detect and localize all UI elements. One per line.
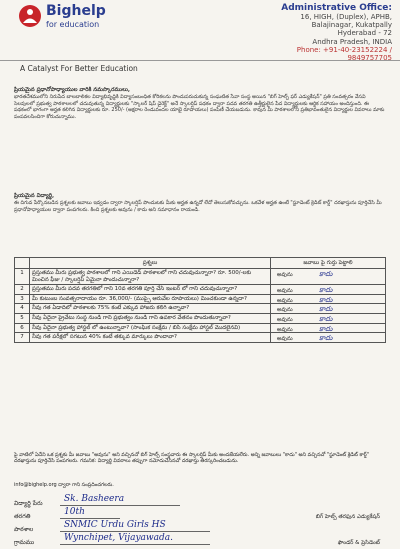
row-answer[interactable] — [271, 323, 386, 333]
table-row — [15, 269, 386, 285]
village-underline — [60, 544, 210, 545]
answer-handwritten: కాదు — [319, 270, 333, 278]
answer-yes[interactable]: అవును — [277, 316, 293, 323]
table-row — [15, 304, 386, 314]
row-number: 4 — [15, 304, 30, 314]
col-question: ప్రశ్నలు — [30, 258, 271, 269]
table-row — [15, 323, 386, 333]
table-row — [15, 333, 386, 343]
row-answer[interactable] — [271, 269, 386, 285]
table-row — [15, 313, 386, 323]
answer-yes[interactable]: అవును — [277, 297, 293, 304]
school-label: పాఠశాల — [14, 526, 34, 533]
logo-title: Bighelp — [46, 3, 106, 19]
eligibility-table — [14, 257, 386, 343]
village-label: గ్రామము — [14, 539, 35, 546]
answer-handwritten: కాదు — [319, 295, 333, 304]
answer-yes[interactable]: అవును — [277, 326, 293, 333]
survey-body: ఈ దిగువ పేర్కొనబడిన ప్రశ్నలకు జవాబు ఇవ్వడం ద్వారా స్కాలర్షిప్ పొందుటకు మీకు అర్హత ఉన్నదో లేదో తెలుసుకోవచ్చును. ఒకవేళ అర్హత ఉంటే "స్టూడెంట్ క్రెడిట్ కార్డ్" దరఖాస్తును పూర్తిచేసి మీ ప్రధానోపాధ్యాయుల ద్వారా పంపగలరు. కింది ప్రశ్నలకు అవును / కాదు అని సమాధానం రాయండి. — [14, 200, 382, 213]
row-answer[interactable] — [271, 313, 386, 323]
answer-handwritten: కాదు — [319, 305, 333, 314]
logo-subtitle: for education — [46, 20, 100, 29]
row-answer[interactable] — [271, 304, 386, 314]
row-number: 3 — [15, 294, 30, 304]
table-header-row — [15, 258, 386, 269]
row-question: నీవు ఏదైనా ప్రభుత్వ హాస్టల్ లో ఉంటున్నావా? (సాంఘిక సంక్షేమ / బిసి సంక్షేమ హాస్టల్ మొదలైనవి) — [30, 323, 271, 333]
col-number — [15, 258, 30, 269]
row-answer[interactable] — [271, 294, 386, 304]
row-question: నీవు గత పరీక్షలో సగటున 40% కంటే తక్కువ మార్కులు పొందావా? — [30, 333, 271, 343]
row-number: 1 — [15, 269, 30, 285]
tagline: A Catalyst For Better Education — [20, 64, 138, 73]
address-line: 16, HIGH, (Duplex), APHB, — [300, 13, 392, 21]
name-label: విద్యార్థి పేరు — [14, 500, 43, 507]
intro-greeting: ప్రియమైన ప్రధానోపాధ్యాయుల వారికి నమస్కారములు, — [14, 87, 130, 93]
answer-yes[interactable]: అవును — [277, 336, 293, 343]
row-question: ప్రస్తుతము మీరు పదవ తరగతిలో గాని 10వ తరగతి పూర్తి చేసి ఇంటర్ లో గాని చదువుచున్నారా? — [30, 285, 271, 295]
contact-email[interactable]: info@bighelp.org ద్వారా గాని సంప్రదించగలరు. — [14, 482, 114, 488]
row-number: 7 — [15, 333, 30, 343]
row-question: నీవు గత ఏడాదిలో పాఠశాలకు 75% కంటే ఎక్కువ హాజరు కలిగి ఉన్నావా? — [30, 304, 271, 314]
class-label: తరగతి — [14, 513, 31, 520]
name-value[interactable]: Sk. Basheera — [64, 494, 125, 504]
answer-yes[interactable]: అవును — [277, 272, 293, 278]
answer-handwritten: కాదు — [319, 286, 333, 295]
table-row — [15, 294, 386, 304]
answer-handwritten: కాదు — [319, 334, 333, 343]
school-value[interactable]: SNMIC Urdu Girls HS — [64, 520, 166, 530]
answer-yes[interactable]: అవును — [277, 288, 293, 295]
row-answer[interactable] — [271, 285, 386, 295]
village-value[interactable]: Wynchipet, Vijayawada. — [64, 533, 173, 543]
row-question: మీ కుటుంబ సంవత్సరాదాయం రూ. 36,000/- (ముప్పై ఆరువేల రూపాయలు) మించకుండా ఉన్నదా? — [30, 294, 271, 304]
row-question: ప్రస్తుతము మీరు ప్రభుత్వ పాఠశాలలో గాని ఎయిడెడ్ పాఠశాలలో గాని చదువుచున్నారా? రూ. 500/-లకు మించిన ఫీజు / స్కాలర్షిప్ ఏమైనా పొందుచున్నారా? — [30, 269, 271, 285]
signature-label: బిగ్ హెల్ప్ తరఫున ఎడ్యుకేషన్ — [315, 514, 380, 520]
row-number: 6 — [15, 323, 30, 333]
intro-body: భారతదేశములోని నిరుపేద బాలబాలికల విద్యాభివృద్ధికి విద్యాసంబంధిత కోరికలను పొందుపరుచుకున్న సంఘటిత సేవా సంస్థ అయిన "బిగ్ హెల్ప్ ఫర్ ఎడ్యుకేషన్" ప్రతి సంవత్సరం వేసవి సెలవులలో ప్రభుత్వ పాఠశాలలలో చదువుతున్న విద్యార్థులకు "స్కాలర్ షిప్ డైరెక్ట్" అనే స్కాలర్షిప్ పథకం ద్వారా పదవ తరగతి ఉత్తీర్ణులైన పేద విద్యార్థులకు ఆర్థిక సహాయం అందిస్తుంది. ఈ పథకంలో భాగంగా అర్హత కలిగిన విద్యార్థులకు రూ. 250/- (అక్షరాల రెండువందల యాభై రూపాయలు) పంపిణీ చేయబడును. కావున మీ పాఠశాలలోని ప్రతిభావంతులైన విద్యార్థుల వివరాలు మాకు పంపవలసిందిగా కోరుచున్నాము. — [14, 94, 385, 120]
answer-yes[interactable]: అవును — [277, 307, 293, 314]
address-line: Hyderabad - 72 — [337, 29, 392, 38]
phone-number: Phone: +91-40-23152224 / 9849757705 — [296, 45, 392, 63]
founder-label: ఫౌండర్ & ప్రెసిడెంట్ — [337, 540, 380, 546]
col-answer: జవాబు పై గుర్తు పెట్టాలి — [271, 258, 386, 269]
survey-paragraph — [14, 192, 386, 213]
address-line: Andhra Pradesh, INDIA — [312, 37, 392, 46]
name-underline — [60, 505, 180, 506]
intro-paragraph — [14, 86, 386, 120]
table-row — [15, 285, 386, 295]
row-question: నీవు ఏదైనా ప్రైవేటు సంస్థ నుండి గాని ప్రభుత్వం నుండి గాని ఉపకార వేతనం పొందుతున్నావా? — [30, 313, 271, 323]
class-underline — [60, 518, 120, 519]
survey-greeting: ప్రియమైన విద్యార్థి, — [14, 193, 55, 199]
letterhead — [0, 0, 400, 61]
row-answer[interactable] — [271, 333, 386, 343]
answer-handwritten: కాదు — [319, 324, 333, 333]
footer-note: పై వాటిలో ఏదేని ఒక ప్రశ్నకు మీ జవాబు "అవును" అని వచ్చినచో బిగ్ హెల్ప్ సంస్థవారు ఈ స్కాలర్షిప్ మీకు అందజేయలేరు. అన్ని జవాబులు "కాదు" అని వచ్చినచో "స్టూడెంట్ క్రెడిట్ కార్డ్" దరఖాస్తును పూర్తిచేసి పంపగలరు. గమనిక: విద్యార్థి వివరాలు తప్పుగా నమోదుచేసినచో దరఖాస్తు తిరస్కరించబడును. — [14, 452, 370, 465]
office-address — [252, 3, 392, 62]
address-title: Administrative Office: — [281, 3, 392, 13]
row-number: 5 — [15, 313, 30, 323]
address-line: Balajinagar, Kukatpally — [311, 21, 392, 30]
school-underline — [60, 531, 210, 532]
bighelp-logo-icon — [18, 4, 42, 28]
row-number: 2 — [15, 285, 30, 295]
class-value[interactable]: 10th — [64, 507, 85, 517]
answer-handwritten: కాదు — [319, 314, 333, 323]
